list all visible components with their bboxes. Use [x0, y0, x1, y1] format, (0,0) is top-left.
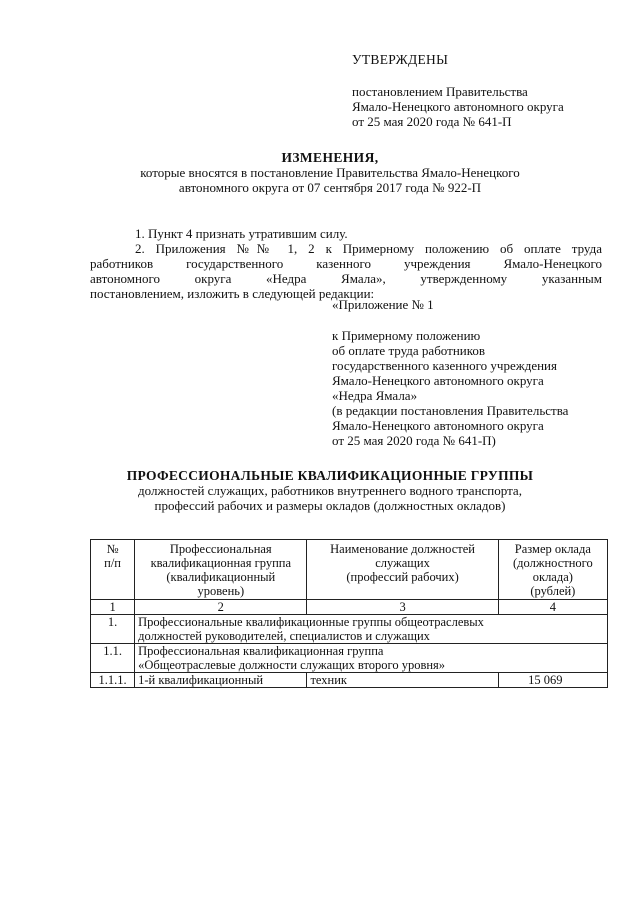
qualification-level: 1-й квалификационный: [135, 673, 307, 688]
header-group: Профессиональная квалификационная группа (квалификационный уровень): [135, 540, 307, 600]
item-2-line: работников государственного казенного учреждения Ямало-Ненецкого: [90, 256, 602, 271]
appendix-line: «Приложение № 1: [332, 297, 434, 312]
title-main: ИЗМЕНЕНИЯ,: [281, 150, 379, 165]
column-number: 2: [135, 600, 307, 615]
table-row: [91, 615, 608, 644]
title-subtitle: которые вносятся в постановление Правительства Ямало-Ненецкого: [140, 165, 520, 180]
item-2-line: постановлением, изложить в следующей редакции:: [90, 286, 375, 301]
item-2-line: автономного округа «Недра Ямала», утвержденному указанным: [90, 271, 602, 286]
row-number: 1.1.: [91, 644, 135, 673]
position-name: техник: [307, 673, 498, 688]
column-number: 1: [91, 600, 135, 615]
group-name: Профессиональные квалификационные группы общеотраслевых должностей руководителей, специалистов и служащих: [135, 615, 608, 644]
row-number: 1.: [91, 615, 135, 644]
table-row: [91, 644, 608, 673]
approval-line: постановлением Правительства: [352, 84, 528, 99]
document-title: [60, 150, 600, 195]
groups-title-main: ПРОФЕССИОНАЛЬНЫЕ КВАЛИФИКАЦИОННЫЕ ГРУППЫ: [126, 468, 534, 483]
title-subtitle: автономного округа от 07 сентября 2017 года № 922-П: [178, 180, 482, 195]
column-number: 4: [498, 600, 607, 615]
header-salary: Размер оклада (должностного оклада) (рублей): [498, 540, 607, 600]
group-name: Профессиональная квалификационная группа «Общеотраслевые должности служащих второго уровня»: [135, 644, 608, 673]
approval-line: от 25 мая 2020 года № 641-П: [352, 114, 512, 129]
groups-title-subtitle: должностей служащих, работников внутреннего водного транспорта,: [138, 483, 522, 498]
column-number: 3: [307, 600, 498, 615]
appendix-line: об оплате труда работников: [332, 343, 486, 358]
table-header-row: [91, 540, 608, 600]
table-row: [91, 673, 608, 688]
appendix-line: Ямало-Ненецкого автономного округа: [332, 418, 544, 433]
approval-block: [352, 52, 622, 129]
appendix-line: к Примерному положению: [332, 328, 481, 343]
header-number: № п/п: [91, 540, 135, 600]
appendix-heading: [332, 297, 617, 448]
appendix-line: государственного казенного учреждения: [332, 358, 557, 373]
salary-table: [90, 539, 608, 688]
header-position: Наименование должностей служащих (профессий рабочих): [307, 540, 498, 600]
row-number: 1.1.1.: [91, 673, 135, 688]
groups-title: [60, 468, 600, 513]
approval-line: Ямало-Ненецкого автономного округа: [352, 99, 564, 114]
change-items: [90, 226, 602, 301]
salary-value: 15 069: [498, 673, 607, 688]
groups-title-subtitle: профессий рабочих и размеры окладов (должностных окладов): [154, 498, 506, 513]
appendix-line: Ямало-Ненецкого автономного округа: [332, 373, 544, 388]
item-1: 1. Пункт 4 признать утратившим силу.: [135, 226, 348, 241]
appendix-line: «Недра Ямала»: [332, 388, 418, 403]
table-numbering-row: [91, 600, 608, 615]
appendix-line: (в редакции постановления Правительства: [332, 403, 569, 418]
item-2-line: 2. Приложения №№ 1, 2 к Примерному положению об оплате труда: [135, 241, 602, 256]
appendix-line: от 25 мая 2020 года № 641-П): [332, 433, 496, 448]
approval-heading: УТВЕРЖДЕНЫ: [352, 52, 449, 67]
